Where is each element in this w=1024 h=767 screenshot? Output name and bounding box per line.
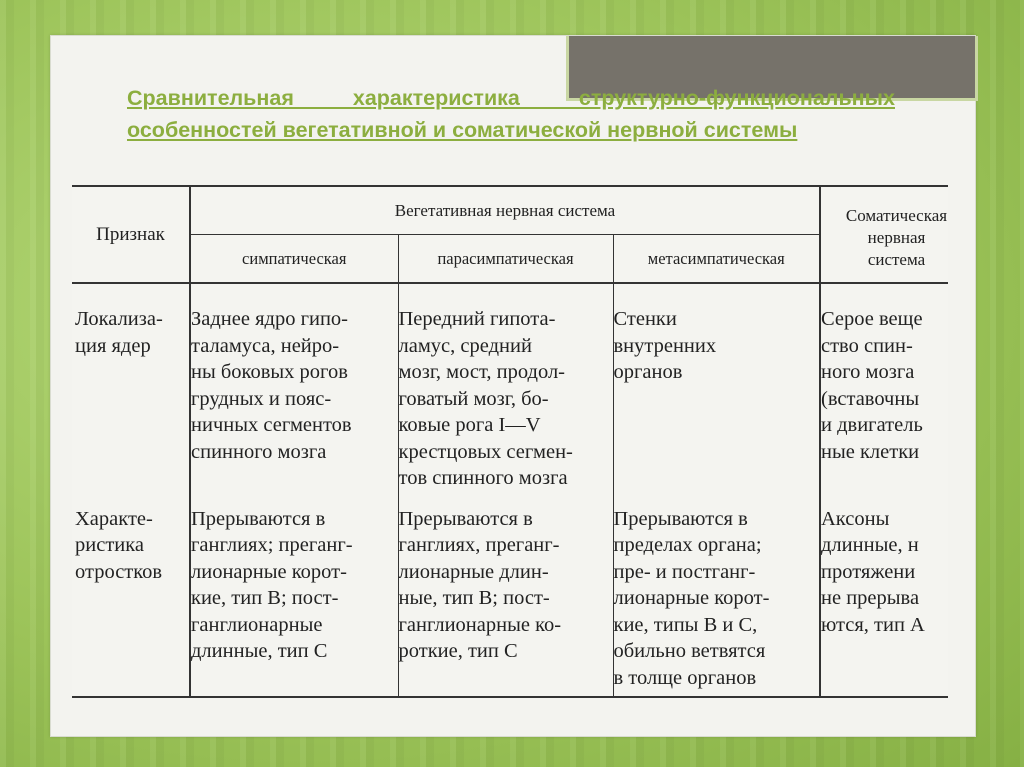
cell-line: кие, тип В; пост- — [191, 587, 339, 609]
cell-line: протяжени — [821, 560, 916, 583]
cell-line: (вставочны — [821, 387, 920, 410]
cell-line: Прерываются в — [398, 507, 533, 530]
comparison-table — [72, 185, 948, 698]
header-somatic-line: Соматическая — [845, 205, 948, 225]
cell-line: ганглионарные — [191, 613, 323, 636]
row-label-line: отростков — [75, 560, 163, 583]
cell-line: в толще органов — [613, 666, 757, 689]
cell-line: тов спинного мозга — [398, 467, 568, 489]
cell-line: ничных сегментов — [191, 414, 352, 436]
cell-line: органов — [613, 361, 683, 383]
cell-line: не прерыва — [821, 587, 920, 609]
cell-line: пре- и постганг- — [613, 560, 756, 583]
row-label-line: ристика — [75, 534, 144, 556]
cell-line: спинного мозга — [191, 440, 327, 463]
comparison-table-image — [72, 185, 948, 700]
slide-title: Сравнительная характеристика структурно-функциональных особенностей вегетативной и соматической нервной системы — [127, 86, 895, 142]
cell-line: лионарные корот- — [191, 560, 347, 583]
header-parasympathetic: парасимпатическая — [398, 235, 613, 284]
cell-line: Аксоны — [821, 507, 890, 530]
row-label-nuclei — [72, 283, 190, 492]
cell-line: ные клетки — [821, 440, 920, 463]
cell-line: Передний гипота- — [398, 308, 556, 330]
cell-line: Прерываются в — [613, 507, 748, 530]
cell-line: и двигатель — [821, 414, 923, 436]
table-row-processes — [72, 492, 948, 697]
cell-line: лионарные корот- — [613, 587, 770, 609]
cell-line: кие, типы В и С, — [613, 613, 758, 636]
cell-line: ковые рога I—V — [398, 414, 541, 436]
header-metasympathetic: метасимпатическая — [613, 235, 820, 284]
cell-line: роткие, тип С — [398, 640, 518, 662]
cell-line: лионарные длин- — [398, 560, 549, 583]
cell-line: Прерываются в — [191, 507, 326, 530]
cell-line: ются, тип А — [821, 613, 925, 636]
header-feature: Признак — [72, 186, 190, 283]
cell-line: ны боковых рогов — [191, 361, 348, 383]
cell-line: мозг, мост, продол- — [398, 361, 566, 383]
cell-line: ство спин- — [821, 334, 913, 357]
cell-nuclei-somatic — [820, 283, 948, 492]
cell-processes-somatic — [820, 492, 948, 697]
header-sympathetic: симпатическая — [190, 235, 398, 284]
header-somatic-line: система — [867, 249, 926, 269]
cell-line: грудных и пояс- — [191, 387, 332, 410]
cell-line: говатый мозг, бо- — [398, 387, 549, 410]
cell-line: ганглиях, преганг- — [398, 534, 560, 556]
cell-line: ганглионарные ко- — [398, 613, 562, 636]
row-label-processes — [72, 492, 190, 697]
cell-line: ные, тип В; пост- — [398, 587, 550, 609]
cell-line: длинные, н — [821, 534, 919, 556]
cell-nuclei-sympathetic — [190, 283, 398, 492]
cell-processes-sympathetic — [190, 492, 398, 697]
row-label-line: ция ядер — [75, 334, 151, 357]
cell-nuclei-parasympathetic — [398, 283, 613, 492]
cell-line: ламус, средний — [398, 334, 532, 357]
header-somatic — [820, 186, 948, 283]
cell-line: Серое веще — [821, 308, 923, 330]
table-row-nuclei-localization — [72, 283, 948, 492]
cell-processes-parasympathetic — [398, 492, 613, 697]
cell-line: таламуса, нейро- — [191, 334, 340, 357]
cell-line: Стенки — [613, 308, 677, 330]
header-vegetative: Вегетативная нервная система — [190, 186, 820, 235]
cell-line: крестцовых сегмен- — [398, 440, 573, 463]
row-label-line: Характе- — [75, 507, 153, 530]
cell-line: обильно ветвятся — [613, 640, 766, 662]
cell-line: Заднее ядро гипо- — [191, 308, 349, 330]
cell-nuclei-metasympathetic — [613, 283, 820, 492]
cell-line: ного мозга — [821, 361, 915, 383]
cell-line: пределах органа; — [613, 534, 762, 556]
cell-line: внутренних — [613, 334, 717, 357]
cell-line: ганглиях; преганг- — [191, 534, 353, 556]
header-somatic-line: нервная — [867, 227, 926, 247]
row-label-line: Локализа- — [75, 308, 163, 330]
cell-line: длинные, тип С — [191, 640, 328, 662]
cell-processes-metasympathetic — [613, 492, 820, 697]
